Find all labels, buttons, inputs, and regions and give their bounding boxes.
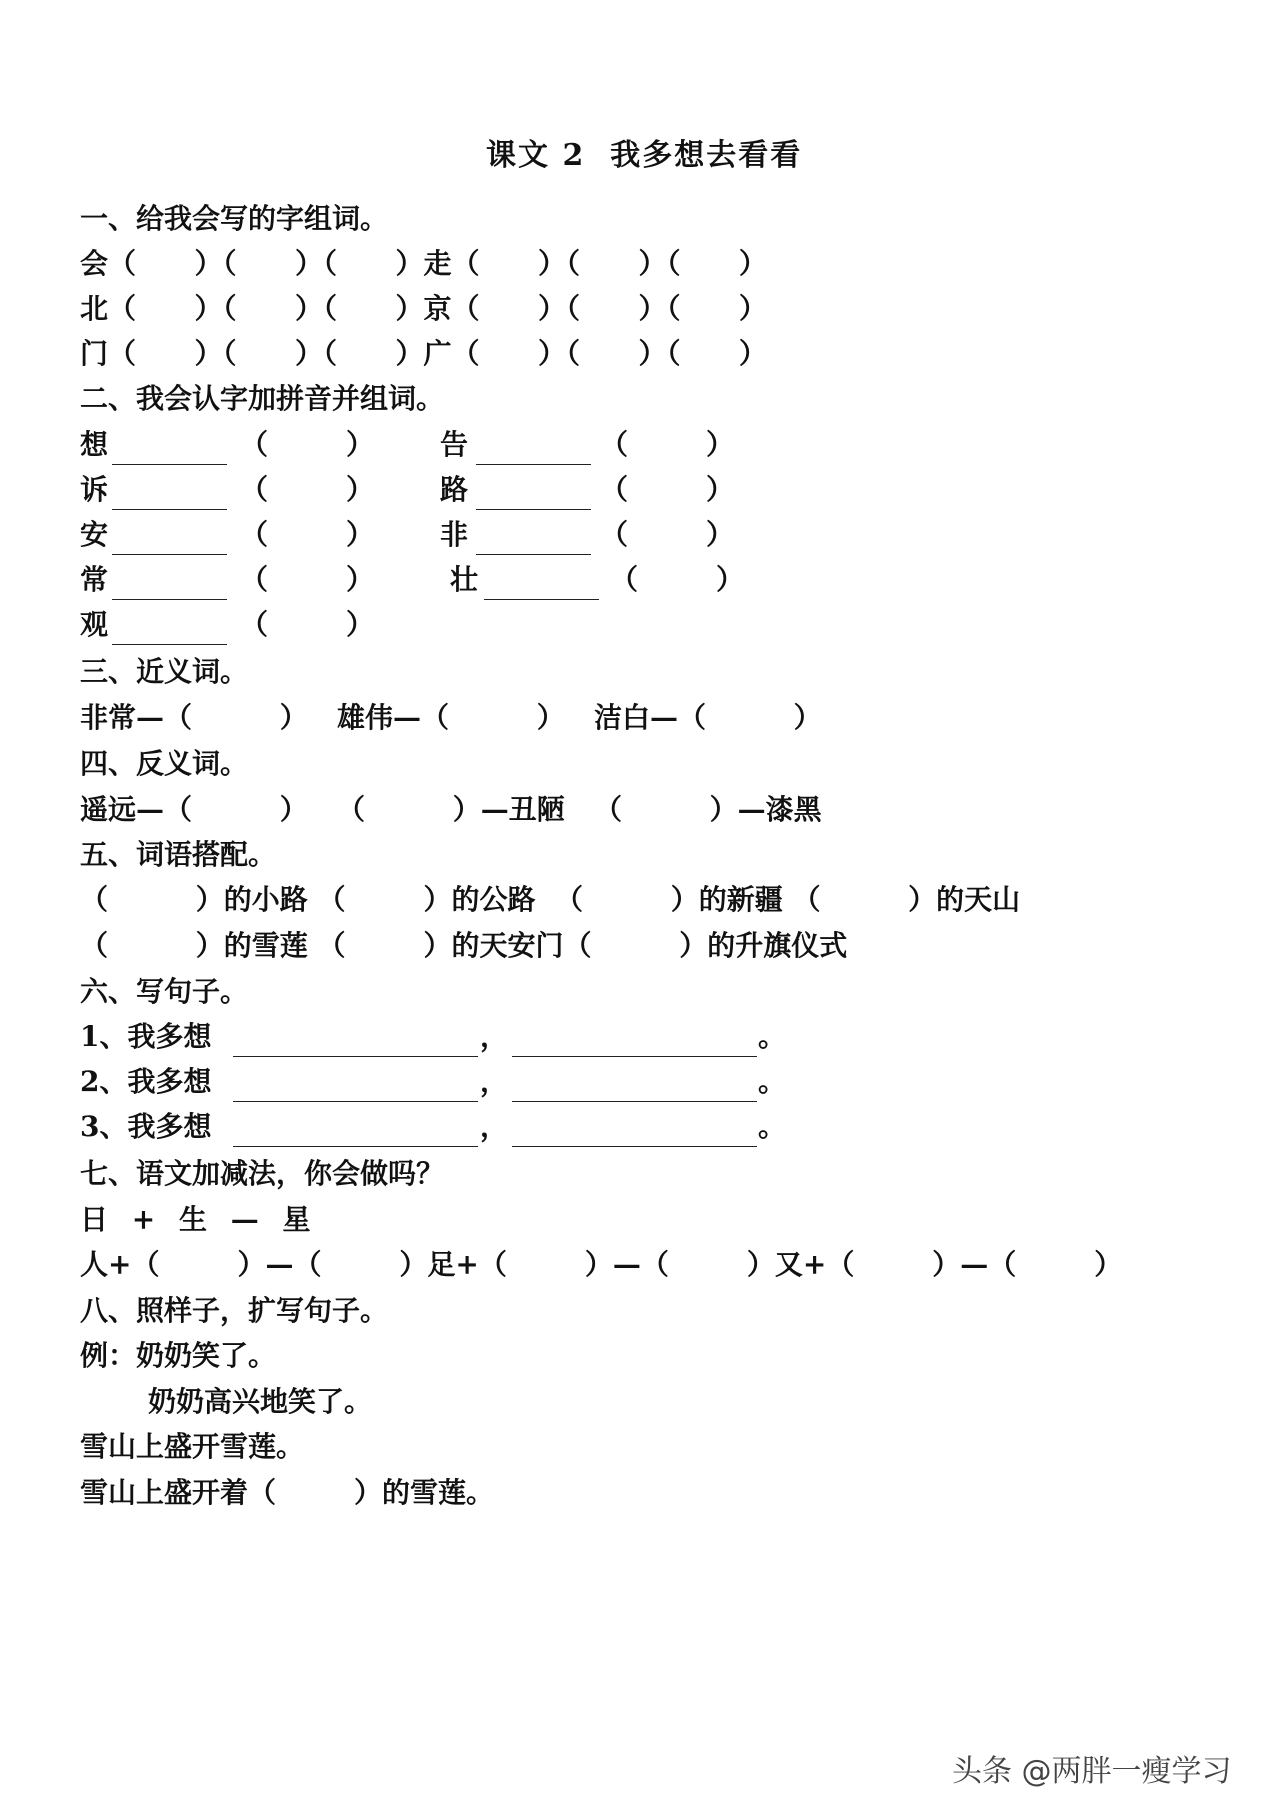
s2-blank-su [112, 509, 227, 510]
s2-char-guan: 观 [80, 608, 109, 641]
s6-end-2: 。 [758, 1065, 787, 1098]
s2-paren-guan: （ ） [240, 608, 374, 641]
s2-blank-lu [476, 509, 591, 510]
s2-blank-gao [476, 464, 591, 465]
s6-end-1: 。 [758, 1020, 787, 1053]
s2-blank-an [112, 554, 227, 555]
s2-char-xiang: 想 [80, 428, 109, 461]
s1-row-1: 会（ ）（ ）（ ）走（ ）（ ）（ ） [80, 247, 767, 280]
s2-paren-lu: （ ） [600, 473, 734, 506]
section-8-heading: 八、照样子，扩写句子。 [80, 1294, 389, 1327]
s2-char-gao: 告 [440, 428, 469, 461]
s2-blank-guan [112, 644, 227, 645]
page-title: 课文 2 我多想去看看 [486, 138, 803, 173]
s2-char-lu: 路 [440, 473, 469, 506]
s6-blank-2a [233, 1101, 478, 1102]
section-5-heading: 五、词语搭配。 [80, 838, 277, 871]
s6-blank-1b [512, 1056, 757, 1057]
s2-paren-gao: （ ） [600, 428, 734, 461]
section-2-heading: 二、我会认字加拼音并组词。 [80, 382, 445, 415]
s8-question-2: 雪山上盛开着（ ）的雪莲。 [80, 1476, 494, 1509]
s5-row-1: （ ）的小路 （ ）的公路 （ ）的新疆 （ ）的天山 [80, 883, 1021, 916]
s2-char-an: 安 [80, 518, 109, 551]
s4-row: 遥远—（ ） （ ）—丑陋 （ ）—漆黑 [80, 793, 822, 826]
s6-end-3: 。 [758, 1110, 787, 1143]
s6-blank-3a [233, 1146, 478, 1147]
s6-blank-1a [233, 1056, 478, 1057]
s2-blank-chang [112, 599, 227, 600]
s6-prefix-2: 2、我多想 [80, 1065, 212, 1098]
s6-prefix-1: 1、我多想 [80, 1020, 212, 1053]
s2-blank-zhuang [484, 599, 599, 600]
section-1-heading: 一、给我会写的字组词。 [80, 202, 389, 235]
section-4-heading: 四、反义词。 [80, 747, 249, 780]
s6-comma-2: ， [480, 1065, 509, 1098]
s7-example: 日 + 生 — 星 [80, 1203, 311, 1236]
section-3-heading: 三、近义词。 [80, 655, 249, 688]
s5-row-2: （ ）的雪莲 （ ）的天安门（ ）的升旗仪式 [80, 929, 848, 962]
s1-row-3: 门（ ）（ ）（ ）广（ ）（ ）（ ） [80, 337, 767, 370]
s6-blank-3b [512, 1146, 757, 1147]
watermark: 头条 @两胖一瘦学习 [952, 1754, 1232, 1789]
s7-row: 人+（ ）—（ ）足+（ ）—（ ）又+（ ）—（ ） [80, 1248, 1123, 1281]
s2-char-fei: 非 [440, 518, 469, 551]
s2-blank-xiang [112, 464, 227, 465]
s2-paren-fei: （ ） [600, 518, 734, 551]
s6-prefix-3: 3、我多想 [80, 1110, 212, 1143]
s8-example-2: 奶奶高兴地笑了。 [148, 1385, 373, 1418]
s8-question-1: 雪山上盛开雪莲。 [80, 1430, 305, 1463]
s3-row: 非常—（ ） 雄伟—（ ） 洁白—（ ） [80, 701, 822, 734]
s6-blank-2b [512, 1101, 757, 1102]
section-6-heading: 六、写句子。 [80, 975, 249, 1008]
section-7-heading: 七、语文加减法，你会做吗？ [80, 1157, 445, 1190]
s2-blank-fei [476, 554, 591, 555]
s2-paren-su: （ ） [240, 473, 374, 506]
s2-char-chang: 常 [80, 563, 109, 596]
s8-example-1: 例：奶奶笑了。 [80, 1339, 277, 1372]
s6-comma-1: ， [480, 1020, 509, 1053]
s2-paren-xiang: （ ） [240, 428, 374, 461]
s6-comma-3: ， [480, 1110, 509, 1143]
s1-row-2: 北（ ）（ ）（ ）京（ ）（ ）（ ） [80, 292, 767, 325]
s2-paren-an: （ ） [240, 518, 374, 551]
s2-paren-zhuang: （ ） [610, 563, 744, 596]
s2-char-zhuang: 壮 [450, 563, 479, 596]
s2-char-su: 诉 [80, 473, 109, 506]
s2-paren-chang: （ ） [240, 563, 374, 596]
